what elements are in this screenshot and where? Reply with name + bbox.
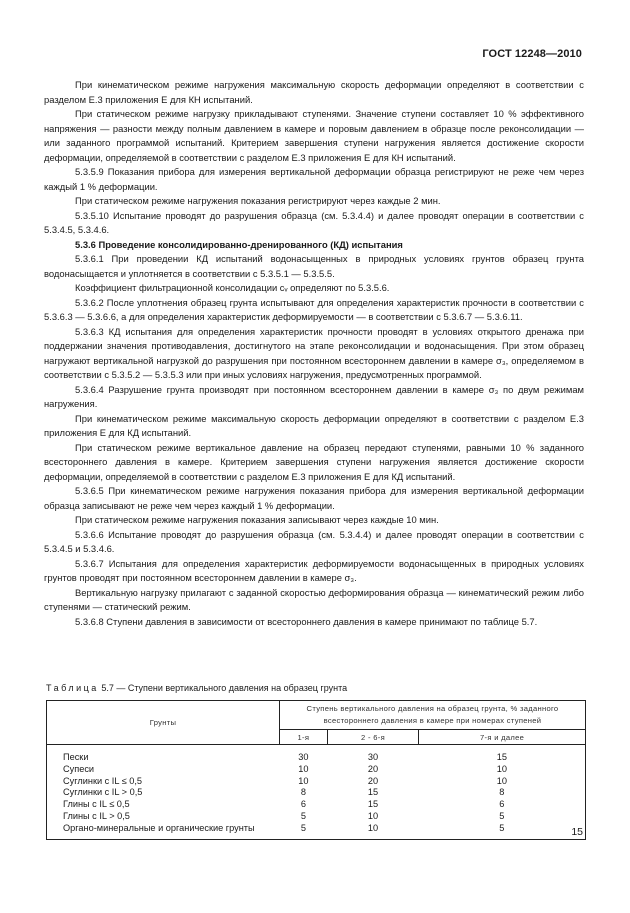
step-2-6-value: 30 (367, 752, 379, 762)
table-row (47, 799, 586, 811)
step-7-value: 10 (419, 764, 586, 776)
step-1-value: 8 (300, 787, 306, 798)
step-1-value: 30 (298, 752, 309, 762)
paragraph: 5.3.6.5 При кинематическом режиме нагружения показания прибора для измерения вертикальной деформации образца записывают не реже чем через каждый 1 % деформации. (44, 485, 584, 511)
paragraph: 5.3.6.4 Разрушение грунта производят при постоянном всестороннем давлении в камере σ₃ по двум режимам нагружения. (44, 383, 584, 409)
step-2-6-value: 20 (367, 763, 379, 774)
soil-name: Пески (47, 745, 280, 764)
paragraph: При кинематическом режиме нагружения максимальную скорость деформации определяют в соответствии с разделом Е.3 приложения Е для КН испытаний. (44, 79, 584, 105)
soil-name: Супеси (47, 764, 280, 776)
step-1-value: 10 (298, 775, 309, 786)
paragraph: 5.3.5.10 Испытание проводят до разрушения образца (см. 5.3.4.4) и далее проводят операции в соответствии с 5.3.4.5, 5.3.4.6. (44, 209, 584, 235)
step-2-6-value: 10 (367, 810, 379, 821)
step-1-value: 5 (280, 823, 328, 839)
section-heading: 5.3.6 Проведение консолидированно-дренированного (КД) испытания (75, 238, 403, 250)
body-text (44, 78, 584, 629)
paragraph: 5.3.5.9 Показания прибора для измерения вертикальной деформации образца регистрируют не реже чем через каждый 1 % деформации. (44, 166, 584, 192)
table-caption (46, 683, 347, 693)
paragraph: 5.3.6.7 Испытания для определения характеристик деформируемости водонасыщенных в природных условиях грунтов проводят при постоянном всестороннем давлении в камере σ₃. (44, 557, 584, 583)
paragraph: При кинематическом режиме максимальную скорость деформации определяют в соответствии с разделом Е.3 приложения Е для КД испытаний. (44, 412, 584, 438)
table-caption-label: Таблица (46, 683, 99, 693)
soil-name: Суглинки с IL > 0,5 (47, 787, 280, 799)
paragraph: 5.3.6.6 Испытание проводят до разрушения образца (см. 5.3.4.4) и далее проводят операции в соответствии с 5.3.4.5 и 5.3.4.6. (44, 528, 584, 554)
step-2-6-value: 15 (367, 787, 379, 798)
step-2-6-value: 20 (367, 775, 379, 786)
table-row (47, 811, 586, 823)
paragraph: При статическом режиме вертикальное давление на образец передают ступенями, равными 10 % заданного всестороннего давления в камере. Критерием завершения ступени нагружения является достижение скорости деформации, определяемой в соответствии с разделом Е.3 приложения Е для КД испытаний. (44, 441, 584, 482)
soil-name: Глины с IL > 0,5 (47, 811, 280, 823)
table-row (47, 787, 586, 799)
table-row (47, 776, 586, 788)
paragraph: При статическом режиме нагрузку прикладывают ступенями. Значение ступени составляет 10 % эффективного напряжения — разности между полным давлением в камере и поровым давлением в образце после реконсолидации — или заданного программой испытаний. Критерием завершения ступени нагружения является достижение скорости деформации, определяемой в соответствии с разделом Е.3 приложения Е для КН испытаний. (44, 108, 584, 163)
header-step-2-6: 2 - 6-я (327, 730, 418, 745)
table-row (47, 745, 586, 764)
pressure-steps-table (46, 700, 586, 840)
paragraph: 5.3.6.2 После уплотнения образец грунта испытывают для определения характеристик прочности в соответствии с 5.3.6.3 — 5.3.6.6, а для определения характеристик деформируемости — в соответствии с 5.3.6.7 — 5.3.6.11. (44, 296, 584, 322)
header-step-7-plus: 7-я и далее (419, 730, 586, 745)
step-1-value: 10 (298, 763, 309, 774)
step-2-6-value: 15 (367, 799, 379, 810)
soil-name: Органо-минеральные и органические грунты (47, 823, 280, 839)
paragraph: При статическом режиме нагружения показания регистрируют через каждые 2 мин. (75, 195, 441, 206)
paragraph: Вертикальную нагрузку прилагают с заданной скоростью деформирования образца — кинематический режим либо ступенями — статический режим. (44, 586, 584, 612)
paragraph: 5.3.6.3 КД испытания для определения характеристик прочности проводят в условиях открытого дренажа при поддержании значения противодавления, достигнутого на этапе реконсолидации и водонасыщения. При этом образец нагружают вертикальной нагрузкой до разрушения при постоянном всестороннем давлении в камере σ₃, определяемом в соответствии с 5.3.5.2 — 5.3.5.3 или при иных условиях нагружения, предусмотренных программой. (44, 325, 584, 380)
paragraph: При статическом режиме нагружения показания записывают через каждые 10 мин. (75, 514, 439, 525)
step-7-value: 5 (419, 811, 586, 823)
step-7-value: 5 (419, 823, 586, 839)
paragraph: 5.3.6.8 Ступени давления в зависимости от всестороннего давления в камере принимают по таблице 5.7. (75, 615, 538, 627)
header-step-1: 1-я (280, 730, 328, 745)
header-pressure-steps: Ступень вертикального давления на образец грунта, % заданного всестороннего давления в камере при номерах ступеней (280, 701, 586, 730)
document-code: ГОСТ 12248—2010 (482, 48, 582, 60)
table-caption-text: 5.7 — Ступени вертикального давления на образец грунта (101, 683, 348, 693)
step-1-value: 5 (300, 810, 306, 821)
step-2-6-value: 10 (327, 823, 418, 839)
step-1-value: 6 (300, 799, 306, 810)
table-row (47, 823, 586, 839)
header-soils: Грунты (47, 701, 280, 745)
table-row (47, 764, 586, 776)
paragraph: 5.3.6.1 При проведении КД испытаний водонасыщенных в природных условиях грунтов образец грунта водонасыщается и уплотняется в соответствии с 5.3.5.1 — 5.3.5.5. (44, 253, 584, 279)
paragraph: Коэффициент фильтрационной консолидации cᵥ определяют по 5.3.5.6. (75, 282, 390, 293)
page-number: 15 (571, 826, 583, 838)
step-7-value: 6 (419, 799, 586, 811)
step-7-value: 8 (419, 787, 586, 799)
soil-name: Глины с IL ≤ 0,5 (47, 799, 280, 811)
step-7-value: 15 (419, 745, 586, 764)
soil-name: Суглинки с IL ≤ 0,5 (47, 776, 280, 788)
step-7-value: 10 (419, 776, 586, 788)
